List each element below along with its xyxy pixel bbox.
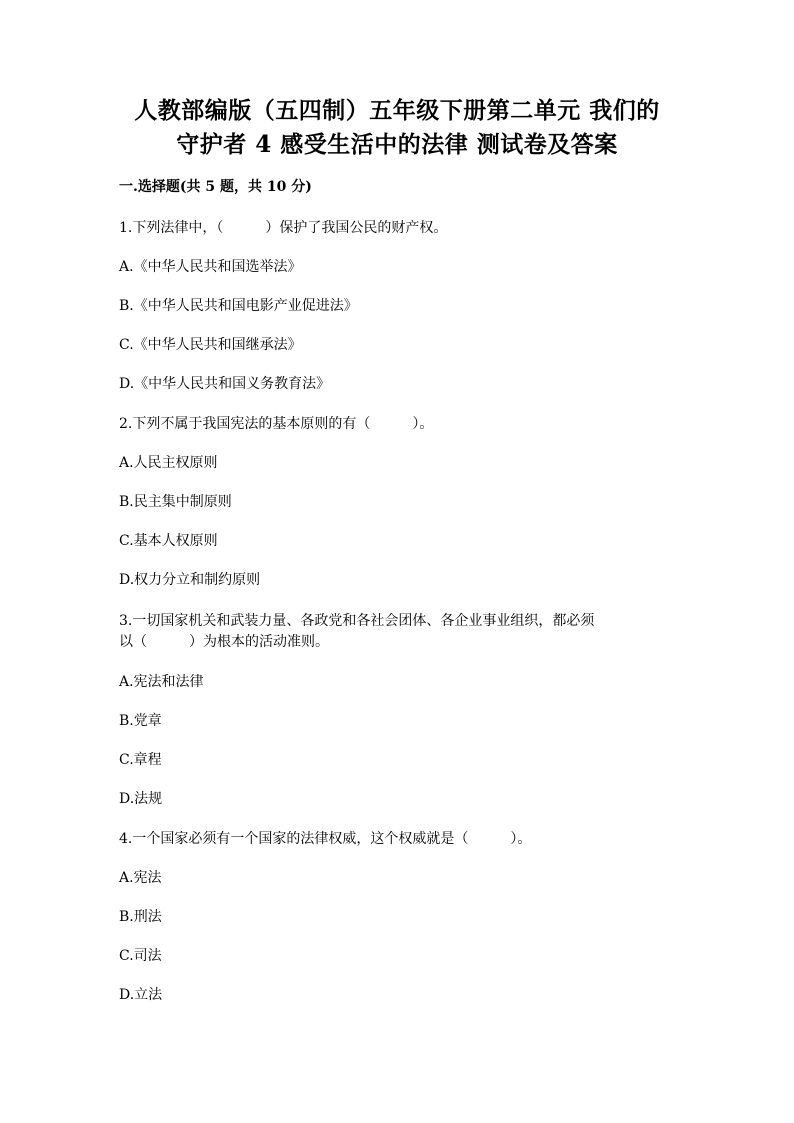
question-4-stem: 4.一个国家必须有一个国家的法律权威，这个权威就是（ ）。 bbox=[119, 831, 532, 847]
question-1-option-c: C.《中华人民共和国继承法》 bbox=[119, 337, 302, 353]
question-4-option-c: C.司法 bbox=[119, 948, 162, 964]
question-2-option-c: C.基本人权原则 bbox=[119, 533, 218, 549]
section-heading: 一.选择题(共 5 题，共 10 分) bbox=[119, 179, 312, 195]
question-3-option-b: B.党章 bbox=[119, 713, 162, 729]
document-title-line-1: 人教部编版（五四制）五年级下册第二单元 我们的 bbox=[134, 97, 660, 124]
question-1-option-a: A.《中华人民共和国选举法》 bbox=[119, 259, 302, 275]
question-3-stem-line-1: 3.一切国家机关和武装力量、各政党和各社会团体、各企业事业组织，都必须 bbox=[119, 613, 595, 629]
question-3-option-d: D.法规 bbox=[119, 791, 163, 807]
question-4-option-d: D.立法 bbox=[119, 987, 163, 1003]
question-1-option-b: B.《中华人民共和国电影产业促进法》 bbox=[119, 298, 358, 314]
question-2-option-a: A.人民主权原则 bbox=[119, 455, 218, 471]
question-3-option-c: C.章程 bbox=[119, 752, 162, 768]
question-3-stem-line-2: 以（ ）为根本的活动准则。 bbox=[119, 634, 329, 650]
question-1-option-d: D.《中华人民共和国义务教育法》 bbox=[119, 376, 331, 392]
question-4-option-b: B.刑法 bbox=[119, 909, 162, 925]
question-2-option-b: B.民主集中制原则 bbox=[119, 494, 232, 510]
question-4-option-a: A.宪法 bbox=[119, 870, 162, 886]
question-2-option-d: D.权力分立和制约原则 bbox=[119, 572, 261, 588]
question-2-stem: 2.下列不属于我国宪法的基本原则的有（ ）。 bbox=[119, 416, 434, 432]
question-1-stem: 1.下列法律中，（ ）保护了我国公民的财产权。 bbox=[119, 220, 448, 236]
document-title-line-2: 守护者 4 感受生活中的法律 测试卷及答案 bbox=[176, 131, 618, 158]
question-3-option-a: A.宪法和法律 bbox=[119, 674, 204, 690]
